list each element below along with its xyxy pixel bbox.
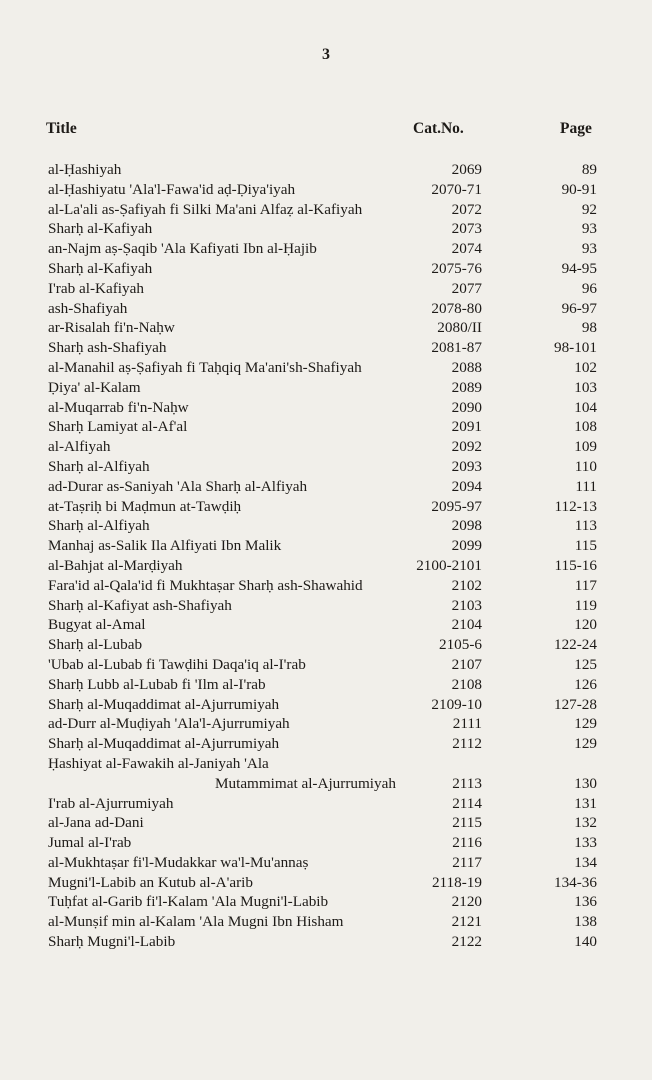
- list-item: [0, 635, 652, 655]
- list-item: [0, 734, 652, 754]
- header-cat-no: Cat.No.: [413, 120, 464, 137]
- list-item: [0, 299, 652, 319]
- list-item: [0, 695, 652, 715]
- list-item: [0, 813, 652, 833]
- list-item: [0, 556, 652, 576]
- entry-page: 129: [574, 715, 597, 733]
- entry-title: ar-Risalah fi'n-Naḥw: [48, 319, 175, 337]
- entry-page: 126: [574, 675, 597, 693]
- entry-cat-no: 2105-6: [438, 636, 482, 654]
- entry-cat-no: 2081-87: [431, 339, 482, 357]
- entry-cat-no: 2093: [451, 457, 482, 475]
- entry-title: Tuḥfat al-Garib fi'l-Kalam 'Ala Mugni'l-Labib: [48, 893, 329, 911]
- header-page: Page: [560, 120, 592, 137]
- entry-page: 134: [574, 853, 597, 871]
- page-number: 3: [322, 46, 330, 63]
- list-item: [0, 437, 652, 457]
- table-header: [0, 120, 652, 140]
- entry-title: al-Mukhtaṣar fi'l-Mudakkar wa'l-Mu'annaṣ: [48, 853, 309, 871]
- list-item: [0, 477, 652, 497]
- entry-cat-no: 2091: [451, 418, 482, 436]
- list-item: [0, 239, 652, 259]
- list-item: [0, 200, 652, 220]
- list-item: [0, 754, 652, 774]
- list-item: [0, 358, 652, 378]
- entry-cat-no: 2078-80: [431, 299, 482, 317]
- entry-page: 98: [581, 319, 597, 337]
- entry-title: ad-Durr al-Muḍiyah 'Ala'l-Ajurrumiyah: [48, 715, 290, 733]
- entry-title: Sharḥ al-Kafiyat ash-Shafiyah: [48, 596, 232, 614]
- entry-cat-no: 2109-10: [431, 695, 482, 713]
- entry-cat-no: 2100-2101: [416, 556, 482, 574]
- entry-title: ash-Shafiyah: [48, 299, 128, 317]
- entry-title: al-Muqarrab fi'n-Naḥw: [48, 398, 189, 416]
- list-item: [0, 457, 652, 477]
- entry-cat-no: 2102: [451, 576, 482, 594]
- entry-cat-no: 2107: [451, 655, 482, 673]
- entry-title: Sharḥ al-Kafiyah: [48, 259, 153, 277]
- entry-cat-no: 2118-19: [431, 873, 482, 891]
- entry-page: 92: [581, 200, 597, 218]
- entry-page: 130: [574, 774, 597, 792]
- entry-title: Ḥashiyat al-Fawakih al-Janiyah 'Ala: [48, 754, 269, 772]
- entry-title: Mugni'l-Labib an Kutub al-A'arib: [48, 873, 253, 891]
- entry-cat-no: 2114: [452, 794, 482, 812]
- entry-page: 96: [581, 279, 597, 297]
- entry-page: 102: [574, 358, 597, 376]
- header-title: Title: [46, 120, 77, 137]
- entry-title: Sharḥ al-Kafiyah: [48, 220, 153, 238]
- list-item: [0, 596, 652, 616]
- entry-title: al-Alfiyah: [48, 438, 111, 456]
- entry-page: 104: [574, 398, 597, 416]
- list-item: [0, 655, 652, 675]
- list-item: [0, 675, 652, 695]
- entry-page: 115-16: [554, 556, 597, 574]
- entry-title: Sharḥ Mugni'l-Labib: [48, 933, 176, 951]
- entry-page: 134-36: [553, 873, 597, 891]
- entry-page: 96-97: [561, 299, 597, 317]
- entry-title: Sharḥ Lamiyat al-Af'al: [48, 418, 188, 436]
- entry-title: al-Munṣif min al-Kalam 'Ala Mugni Ibn Hisham: [48, 913, 344, 931]
- entry-page: 112-13: [554, 497, 597, 515]
- entry-cat-no: 2120: [451, 893, 482, 911]
- entry-title: Sharḥ al-Alfiyah: [48, 517, 150, 535]
- entry-page: 110: [574, 457, 597, 475]
- entry-title: al-Manahil aṣ-Ṣafiyah fi Taḥqiq Ma'ani'sh-Shafiyah: [48, 358, 362, 376]
- entry-cat-no: 2103: [451, 596, 482, 614]
- list-item: [0, 219, 652, 239]
- entry-title: at-Taṣriḥ bi Maḍmun at-Tawḍiḥ: [48, 497, 242, 515]
- entry-cat-no: 2117: [452, 853, 482, 871]
- entry-title: I'rab al-Kafiyah: [48, 279, 144, 297]
- entry-page: 109: [574, 438, 597, 456]
- entry-title: Manhaj as-Salik Ila Alfiyati Ibn Malik: [48, 537, 282, 555]
- entry-cat-no: 2069: [451, 161, 482, 178]
- entry-page: 127-28: [553, 695, 597, 713]
- entry-cat-no: 2089: [451, 378, 482, 396]
- entry-cat-no: 2108: [451, 675, 482, 693]
- entry-page: 136: [574, 893, 597, 911]
- entry-title: Bugyat al-Amal: [48, 616, 146, 634]
- list-item: [0, 853, 652, 873]
- entry-cat-no: 2080/II: [437, 319, 482, 337]
- entry-page: 138: [574, 913, 597, 931]
- entry-title: al-Jana ad-Dani: [48, 814, 144, 832]
- entry-cat-no: 2092: [451, 438, 482, 456]
- entry-cat-no: 2122: [451, 933, 482, 951]
- entry-page: 108: [574, 418, 597, 436]
- entry-page: 120: [574, 616, 597, 634]
- entry-title: I'rab al-Ajurrumiyah: [48, 794, 174, 812]
- list-item: [0, 833, 652, 853]
- entry-title: Sharḥ ash-Shafiyah: [48, 339, 167, 357]
- entry-title: Mutammimat al-Ajurrumiyah: [215, 774, 396, 792]
- entry-cat-no: 2113: [452, 774, 482, 792]
- entry-title: Fara'id al-Qala'id fi Mukhtaṣar Sharḥ ash-Shawahid: [48, 576, 363, 594]
- list-item: [0, 318, 652, 338]
- entry-cat-no: 2094: [451, 477, 482, 495]
- entry-title: an-Najm aṣ-Ṣaqib 'Ala Kafiyati Ibn al-Ḥajib: [48, 240, 317, 258]
- list-item: [0, 279, 652, 299]
- entry-page: 119: [574, 596, 597, 614]
- entry-cat-no: 2098: [451, 517, 482, 535]
- list-item: [0, 912, 652, 932]
- entry-title: Sharḥ al-Muqaddimat al-Ajurrumiyah: [48, 695, 280, 713]
- list-item: [0, 497, 652, 517]
- entry-page: 113: [574, 517, 597, 535]
- entry-cat-no: 2112: [452, 735, 482, 753]
- entry-cat-no: 2116: [452, 834, 482, 852]
- entry-page: 129: [574, 735, 597, 753]
- entry-cat-no: 2088: [451, 358, 482, 376]
- entry-page: 117: [574, 576, 597, 594]
- entry-page: 93: [581, 240, 597, 258]
- list-item: [0, 873, 652, 893]
- entry-page: 132: [574, 814, 597, 832]
- list-item: [0, 932, 652, 952]
- entry-title: al-La'ali as-Ṣafiyah fi Silki Ma'ani Alfaẓ al-Kafiyah: [48, 200, 363, 218]
- entry-title: al-Bahjat al-Marḍiyah: [48, 556, 183, 574]
- entry-page: 133: [574, 834, 597, 852]
- list-item: [0, 892, 652, 912]
- list-item: [0, 576, 652, 596]
- entry-cat-no: 2074: [451, 240, 482, 258]
- entry-title: Jumal al-I'rab: [48, 834, 132, 852]
- entry-page: 98-101: [553, 339, 597, 357]
- entry-page: 111: [575, 477, 597, 495]
- entry-page: 89: [581, 161, 597, 178]
- catalogue-index-list: [0, 160, 652, 952]
- entry-page: 125: [574, 655, 597, 673]
- entry-title: al-Ḥashiyatu 'Ala'l-Fawa'id aḍ-Ḍiya'iyah: [48, 180, 296, 198]
- entry-cat-no: 2077: [451, 279, 482, 297]
- list-item: [0, 774, 652, 794]
- list-item: [0, 615, 652, 635]
- list-item: [0, 536, 652, 556]
- entry-title: Sharḥ al-Muqaddimat al-Ajurrumiyah: [48, 735, 280, 753]
- entry-cat-no: 2121: [451, 913, 482, 931]
- entry-page: 103: [574, 378, 597, 396]
- entry-title: al-Ḥashiyah: [48, 161, 122, 178]
- entry-cat-no: 2095-97: [431, 497, 482, 515]
- list-item: [0, 259, 652, 279]
- entry-title: 'Ubab al-Lubab fi Tawḍihi Daqa'iq al-I'rab: [48, 655, 306, 673]
- list-item: [0, 794, 652, 814]
- list-item: [0, 180, 652, 200]
- entry-title: Sharḥ al-Lubab: [48, 636, 143, 654]
- entry-cat-no: 2115: [452, 814, 482, 832]
- entry-title: ad-Durar as-Saniyah 'Ala Sharḥ al-Alfiyah: [48, 477, 308, 495]
- entry-cat-no: 2090: [451, 398, 482, 416]
- list-item: [0, 160, 652, 180]
- entry-page: 122-24: [553, 636, 597, 654]
- entry-page: 94-95: [561, 259, 597, 277]
- list-item: [0, 378, 652, 398]
- entry-cat-no: 2111: [452, 715, 482, 733]
- list-item: [0, 338, 652, 358]
- entry-title: Sharḥ al-Alfiyah: [48, 457, 150, 475]
- entry-cat-no: 2072: [451, 200, 482, 218]
- entry-cat-no: 2075-76: [431, 259, 482, 277]
- entry-cat-no: 2104: [451, 616, 482, 634]
- entry-title: Sharḥ Lubb al-Lubab fi 'Ilm al-I'rab: [48, 675, 266, 693]
- list-item: [0, 714, 652, 734]
- entry-page: 115: [574, 537, 597, 555]
- list-item: [0, 417, 652, 437]
- entry-page: 90-91: [561, 180, 597, 198]
- entry-title: Ḍiya' al-Kalam: [48, 378, 141, 396]
- entry-cat-no: 2070-71: [431, 180, 482, 198]
- entry-page: 140: [574, 933, 597, 951]
- entry-cat-no: 2099: [451, 537, 482, 555]
- list-item: [0, 516, 652, 536]
- entry-page: 93: [581, 220, 597, 238]
- entry-page: 131: [574, 794, 597, 812]
- entry-cat-no: 2073: [451, 220, 482, 238]
- list-item: [0, 398, 652, 418]
